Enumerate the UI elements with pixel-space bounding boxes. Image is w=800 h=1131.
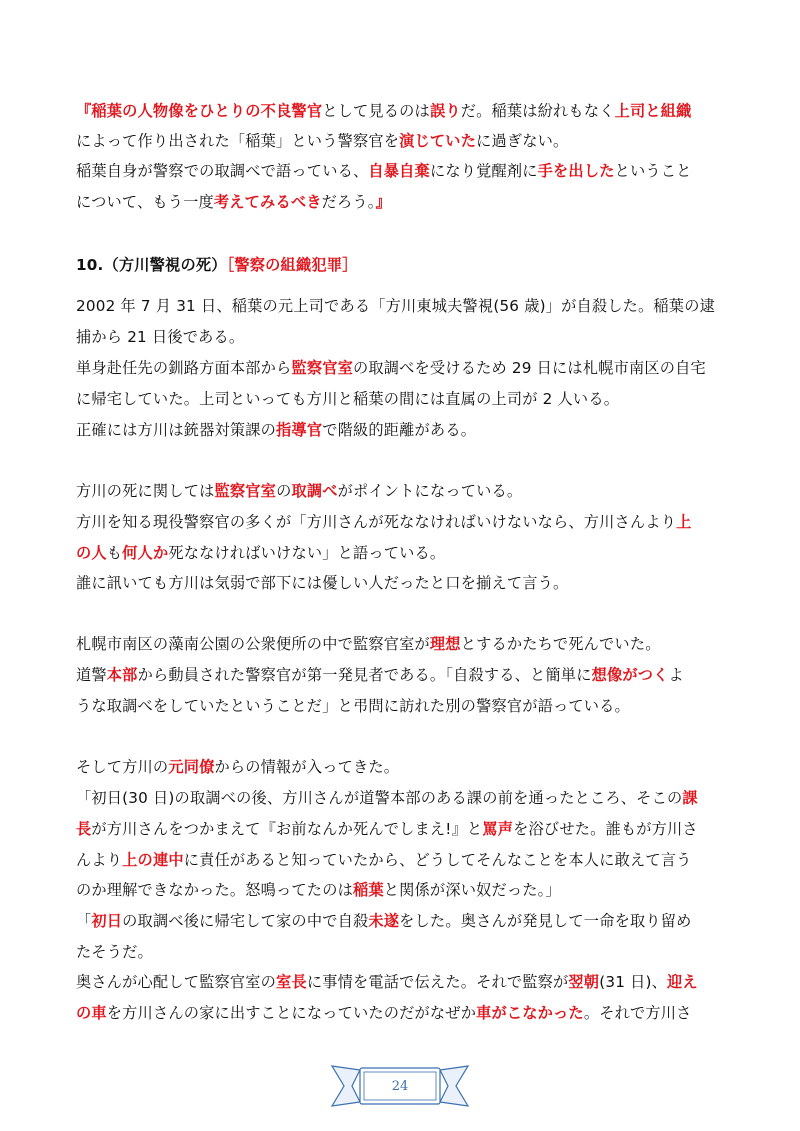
text-span: の — [276, 482, 292, 500]
text-line — [76, 788, 698, 808]
highlighted-text: 上 — [676, 513, 692, 531]
text-span: に事情を電話で伝えた。それで監察が — [306, 973, 569, 991]
text-line — [76, 911, 692, 931]
text-span: が方川さんをつかまえて『お前なんか死んでしまえ!』と — [91, 820, 483, 838]
text-span: で階級的距離がある。 — [322, 421, 477, 439]
highlighted-text: の人 — [76, 544, 107, 562]
text-line — [76, 543, 445, 563]
text-span: だ。稲葉は紛れもなく — [460, 102, 615, 120]
text-line — [76, 819, 698, 839]
text-span: 札幌市南区の藻南公園の公衆便所の中で監察官室が — [76, 635, 430, 653]
text-span: から動員された警察官が第一発見者である。「自殺する、と簡単に — [137, 666, 592, 684]
highlighted-text: 上の連中 — [122, 851, 184, 869]
text-line — [76, 101, 692, 121]
text-span: として見るのは — [322, 102, 430, 120]
text-span: 。それで方川さ — [583, 1004, 692, 1022]
text-line — [76, 1003, 692, 1023]
text-span: 方川の死に関しては — [76, 482, 215, 500]
text-span: のか理解できなかった。怒鳴ってたのは — [76, 881, 353, 899]
text-span: うな取調べをしていたということだ」と弔問に訪れた別の警察官が語っている。 — [76, 697, 630, 715]
text-span: の取調べを受けるため 29 日には札幌市南区の自宅 — [353, 359, 706, 377]
section-heading — [76, 255, 358, 275]
highlighted-text: 初日 — [91, 912, 123, 930]
highlighted-text: 誤り — [429, 102, 461, 120]
highlighted-text: 指導官 — [276, 421, 323, 439]
highlighted-text: の車 — [76, 1004, 107, 1022]
highlighted-text: 迎え — [666, 973, 698, 991]
text-span: (31 日)、 — [599, 973, 667, 991]
text-line — [76, 192, 391, 212]
highlighted-text: 長 — [76, 820, 92, 838]
text-span: だろう。 — [321, 193, 376, 211]
text-line — [76, 389, 619, 409]
text-span: も — [106, 544, 123, 562]
highlighted-text: 未遂 — [368, 912, 400, 930]
text-line — [76, 358, 706, 378]
highlighted-text: 元同僚 — [168, 758, 215, 776]
text-span: ということ — [614, 162, 692, 180]
text-span: 道警 — [76, 666, 107, 684]
text-span: に帰宅していた。上司といっても方川と稲葉の間には直属の上司が 2 人いる。 — [76, 390, 620, 408]
highlighted-text: 考えてみるべき — [213, 193, 322, 211]
highlighted-text: 本部 — [106, 666, 138, 684]
text-line — [76, 942, 153, 962]
text-line — [76, 481, 522, 501]
highlighted-text: 課 — [682, 789, 698, 807]
text-span: 単身赴任先の釧路方面本部から — [76, 359, 292, 377]
highlighted-text: 理想 — [429, 635, 461, 653]
text-span: 10.（方川警視の死） — [76, 256, 227, 274]
highlighted-text: 『稲葉の人物像をひとりの — [76, 102, 261, 120]
highlighted-text: 稲葉 — [352, 881, 384, 899]
text-line — [76, 161, 692, 181]
highlighted-text: 』 — [375, 193, 391, 211]
text-span: を浴びせた。誰もが方川さ — [513, 820, 698, 838]
text-span: からの情報が入ってきた。 — [214, 758, 400, 776]
text-line — [76, 634, 661, 654]
text-span: とするかたちで死んでいた。 — [460, 635, 661, 653]
text-line — [76, 420, 476, 440]
text-span: 稲葉自身が警察での取調べで語っている、 — [76, 162, 369, 180]
text-span: たそうだ。 — [76, 943, 153, 961]
highlighted-text: 想像がつく — [591, 666, 669, 684]
text-span: 捕から 21 日後である。 — [76, 328, 245, 346]
highlighted-text: 翌朝 — [568, 973, 600, 991]
text-line — [76, 880, 561, 900]
text-span: によって作り出された「稲葉」という警察官を — [76, 132, 400, 150]
text-span: に過ぎない。 — [476, 132, 569, 150]
text-span: 「初日(30 日)の取調べの後、方川さんが道警本部のある課の前を通ったところ、そこの — [76, 789, 683, 807]
text-span: 「 — [76, 912, 92, 930]
text-line — [76, 296, 715, 316]
text-span: 奥さんが心配して監察官室の — [76, 973, 277, 991]
text-span: 2002 年 7 月 31 日、稲葉の元上司である「方川東城夫警視(56 歳)」が自殺した。稲葉の逮 — [76, 297, 715, 315]
highlighted-text: 監察官室 — [214, 482, 277, 500]
highlighted-text: 手を出した — [537, 162, 615, 180]
text-span: の取調べ後に帰宅して家の中で自殺 — [122, 912, 369, 930]
page-footer-ribbon — [330, 1058, 470, 1114]
highlighted-text: 不良警官 — [260, 102, 323, 120]
text-line — [76, 850, 692, 870]
highlighted-text: 何人か — [122, 544, 169, 562]
highlighted-text: ［警察の組織犯罪］ — [226, 256, 358, 274]
highlighted-text: 上司と組織 — [614, 102, 692, 120]
highlighted-text: 車がこなかった — [476, 1004, 584, 1022]
text-line — [76, 573, 568, 593]
highlighted-text: 自暴自棄 — [368, 162, 430, 180]
text-span: 方川を知る現役警察官の多くが「方川さんが死ななければいけないなら、方川さんより — [76, 513, 677, 531]
text-span: そして方川の — [76, 758, 169, 776]
text-line — [76, 757, 399, 777]
text-span: について、もう一度 — [76, 193, 214, 211]
text-span: に責任があると知っていたから、どうしてそんなことを本人に敢えて言う — [183, 851, 692, 869]
text-span: よ — [668, 666, 684, 684]
text-span: んより — [76, 851, 123, 869]
text-line — [76, 972, 698, 992]
text-span: になり覚醒剤に — [429, 162, 538, 180]
highlighted-text: 室長 — [276, 973, 307, 991]
text-line — [76, 512, 692, 532]
highlighted-text: 演じていた — [399, 132, 477, 150]
text-span: を方川さんの家に出すことになっていたのだがなぜか — [106, 1004, 477, 1022]
highlighted-text: 監察官室 — [291, 359, 353, 377]
text-span: をした。奥さんが発見して一命を取り留め — [399, 912, 692, 930]
text-line — [76, 665, 684, 685]
page-number: 24 — [391, 1079, 409, 1094]
highlighted-text: 罵声 — [482, 820, 514, 838]
text-span: がポイントになっている。 — [337, 482, 523, 500]
highlighted-text: 取調べ — [291, 482, 338, 500]
text-span: 誰に訊いても方川は気弱で部下には優しい人だったと口を揃えて言う。 — [76, 574, 569, 592]
text-line — [76, 696, 630, 716]
text-line — [76, 131, 568, 151]
text-line — [76, 327, 244, 347]
text-span: と関係が深い奴だった。」 — [383, 881, 561, 899]
text-span: 死ななければいけない」と語っている。 — [168, 544, 446, 562]
text-span: 正確には方川は銃器対策課の — [76, 421, 277, 439]
